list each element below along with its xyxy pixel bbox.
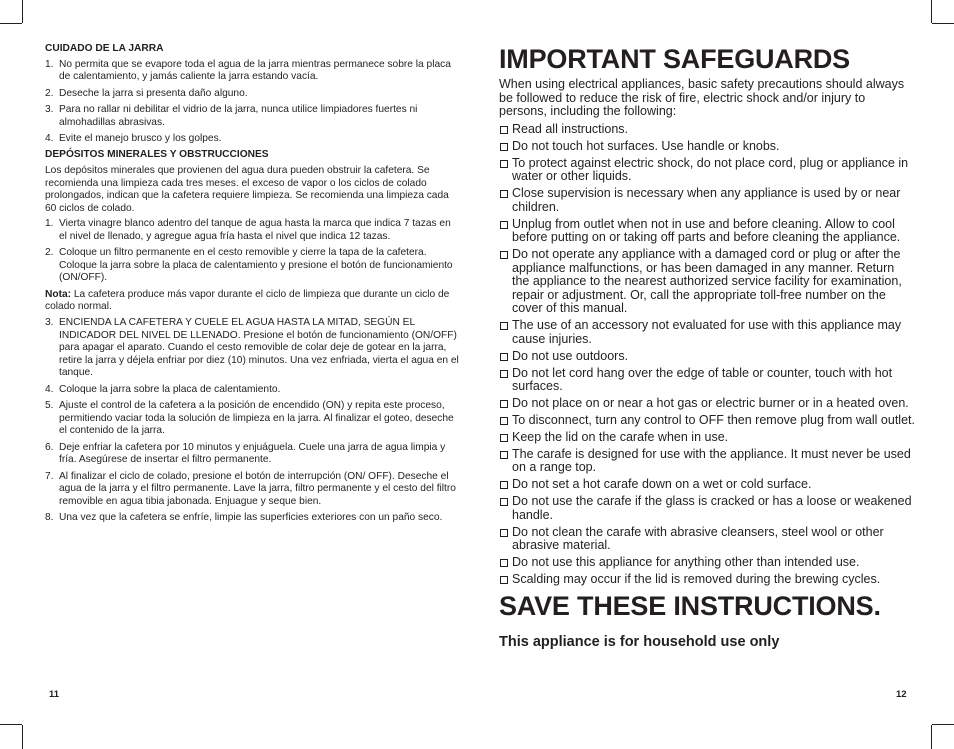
list-item: Do not use outdoors. bbox=[499, 350, 915, 364]
checkbox-bullet-icon bbox=[500, 417, 508, 425]
cleaning-steps-b bbox=[45, 317, 459, 525]
note-text: La cafetera produce más vapor durante el ciclo de limpieza que durante un ciclo de colado normal. bbox=[45, 288, 450, 313]
crop-mark bbox=[0, 23, 22, 24]
crop-mark bbox=[22, 725, 23, 749]
list-item: 2. Coloque un filtro permanente en el cesto removible y cierre la tapa de la cafetera. Coloque la jarra sobre la placa de calentamiento y presione el botón de funcionamiento (ON/OFF). bbox=[45, 247, 453, 284]
note-paragraph bbox=[45, 289, 459, 314]
safeguards-list bbox=[499, 123, 915, 587]
list-item: 8. Una vez que la cafetera se enfríe, limpie las superficies exteriores con un paño seco. bbox=[45, 512, 443, 524]
crop-mark bbox=[932, 23, 954, 24]
heading-mineral-deposits: DEPÓSITOS MINERALES Y OBSTRUCCIONES bbox=[45, 149, 269, 161]
note-label: Nota: bbox=[45, 288, 72, 300]
heading-carafe-care: CUIDADO DE LA JARRA bbox=[45, 43, 164, 54]
list-item: 4. Evite el manejo brusco y los golpes. bbox=[45, 132, 222, 144]
checkbox-bullet-icon bbox=[500, 370, 508, 378]
page-title: IMPORTANT SAFEGUARDS bbox=[499, 44, 850, 74]
list-item: Scalding may occur if the lid is removed during the brewing cycles. bbox=[499, 573, 915, 587]
english-page bbox=[499, 43, 915, 650]
minerals-paragraph: Los depósitos minerales que provienen del agua dura pueden obstruir la cafetera. Se recomienda una limpieza cada tres meses. el exceso de vapor o los ciclos de colado prolongados, indican que la cafetera requiere limpieza. Se recomienda una limpieza cada 60 ciclos de colado. bbox=[45, 164, 449, 214]
list-item: 7. Al finalizar el ciclo de colado, presione el botón de interrupción (ON/ OFF). Deseche el agua de la jarra y el filtro permanente. Lave la jarra, filtro permanente y el cesto del filtro removible en agua tibia jabonada. Enjuague y seque bien. bbox=[45, 470, 456, 507]
checkbox-bullet-icon bbox=[500, 160, 508, 168]
checkbox-bullet-icon bbox=[500, 451, 508, 459]
checkbox-bullet-icon bbox=[500, 251, 508, 259]
checkbox-bullet-icon bbox=[500, 353, 508, 361]
cleaning-steps-a bbox=[45, 218, 459, 285]
list-item: Read all instructions. bbox=[499, 123, 915, 137]
checkbox-bullet-icon bbox=[500, 322, 508, 330]
list-item: 2. Deseche la jarra si presenta daño alguno. bbox=[45, 87, 248, 99]
checkbox-bullet-icon bbox=[500, 126, 508, 134]
list-item: 3. Para no rallar ni debilitar el vidrio de la jarra, nunca utilice limpiadores fuertes ni almohadillas abrasivas. bbox=[45, 103, 418, 128]
checkbox-bullet-icon bbox=[500, 190, 508, 198]
list-item: 4. Coloque la jarra sobre la placa de calentamiento. bbox=[45, 383, 281, 395]
list-item: 1. No permita que se evapore toda el agua de la jarra mientras permanece sobre la placa de calentamiento, y jamás caliente la jarra estando vacía. bbox=[45, 58, 451, 83]
crop-mark bbox=[932, 724, 954, 725]
list-item: 6. Deje enfriar la cafetera por 10 minutos y enjuáguela. Cuele una jarra de agua limpia y fría. Asegúrese de insertar el filtro permanente. bbox=[45, 441, 446, 466]
list-item: 5. Ajuste el control de la cafetera a la posición de encendido (ON) y repita este proceso, permitiendo vaciar toda la solución de limpieza en la jarra. Al finalizar el goteo, deseche el contenido de la jarra. bbox=[45, 400, 454, 437]
list-item: Do not let cord hang over the edge of table or counter, touch with hot surfaces. bbox=[499, 367, 915, 394]
list-item: To protect against electric shock, do not place cord, plug or appliance in water or other liquids. bbox=[499, 157, 915, 184]
checkbox-bullet-icon bbox=[500, 481, 508, 489]
list-item: 1. Vierta vinagre blanco adentro del tanque de agua hasta la marca que indica 7 tazas en el nivel de llenado, y agregue agua fría hasta el nivel que indica 12 tazas. bbox=[45, 218, 451, 242]
save-instructions-title: SAVE THESE INSTRUCTIONS. bbox=[499, 590, 881, 621]
checkbox-bullet-icon bbox=[500, 529, 508, 537]
list-item: To disconnect, turn any control to OFF then remove plug from wall outlet. bbox=[499, 414, 915, 428]
carafe-care-list bbox=[45, 59, 459, 146]
crop-mark bbox=[931, 725, 932, 749]
list-item: Do not place on or near a hot gas or electric burner or in a heated oven. bbox=[499, 397, 915, 411]
checkbox-bullet-icon bbox=[500, 143, 508, 151]
crop-mark bbox=[0, 724, 22, 725]
checkbox-bullet-icon bbox=[500, 221, 508, 229]
spanish-page bbox=[45, 43, 459, 529]
list-item: Close supervision is necessary when any appliance is used by or near children. bbox=[499, 187, 915, 214]
crop-mark bbox=[931, 0, 932, 23]
household-use-note: This appliance is for household use only bbox=[499, 633, 780, 650]
checkbox-bullet-icon bbox=[500, 400, 508, 408]
list-item: Keep the lid on the carafe when in use. bbox=[499, 431, 915, 445]
intro-paragraph: When using electrical appliances, basic safety precautions should always be followed to reduce the risk of fire, electric shock and/or injury to persons, including the following: bbox=[499, 77, 905, 119]
list-item: The carafe is designed for use with the appliance. It must never be used on a range top. bbox=[499, 448, 915, 475]
checkbox-bullet-icon bbox=[500, 559, 508, 567]
crop-mark bbox=[22, 0, 23, 23]
list-item: Do not clean the carafe with abrasive cleansers, steel wool or other abrasive material. bbox=[499, 526, 915, 553]
checkbox-bullet-icon bbox=[500, 498, 508, 506]
list-item: Do not use this appliance for anything other than intended use. bbox=[499, 556, 915, 570]
page-number-right: 12 bbox=[896, 689, 907, 700]
page-number-left: 11 bbox=[49, 689, 60, 700]
checkbox-bullet-icon bbox=[500, 434, 508, 442]
list-item: Unplug from outlet when not in use and before cleaning. Allow to cool before putting on or taking off parts and before cleaning the appliance. bbox=[499, 218, 915, 245]
list-item: Do not touch hot surfaces. Use handle or knobs. bbox=[499, 140, 915, 154]
list-item: The use of an accessory not evaluated for use with this appliance may cause injuries. bbox=[499, 319, 915, 346]
list-item: Do not operate any appliance with a damaged cord or plug or after the appliance malfunctions, or has been damaged in any manner. Return the appliance to the nearest authorized service facility for examination, repair or adjustment. Or, call the appropriate toll-free number on the cover of this manual. bbox=[499, 248, 915, 316]
list-item: 3. ENCIENDA LA CAFETERA Y CUELE EL AGUA HASTA LA MITAD, SEGÚN EL INDICADOR DEL NIVEL DE LLENADO. Presione el botón de funcionamiento (ON/OFF) para apagar el aparato. Cuando el cesto removible de colar deje de gotear en la jarra, retire la jarra y déjela enfriar por diez (10) minutos. Una vez enfriada, vierta el agua en el tanque. bbox=[45, 317, 459, 379]
list-item: Do not set a hot carafe down on a wet or cold surface. bbox=[499, 478, 915, 492]
checkbox-bullet-icon bbox=[500, 576, 508, 584]
list-item: Do not use the carafe if the glass is cracked or has a loose or weakened handle. bbox=[499, 495, 915, 522]
